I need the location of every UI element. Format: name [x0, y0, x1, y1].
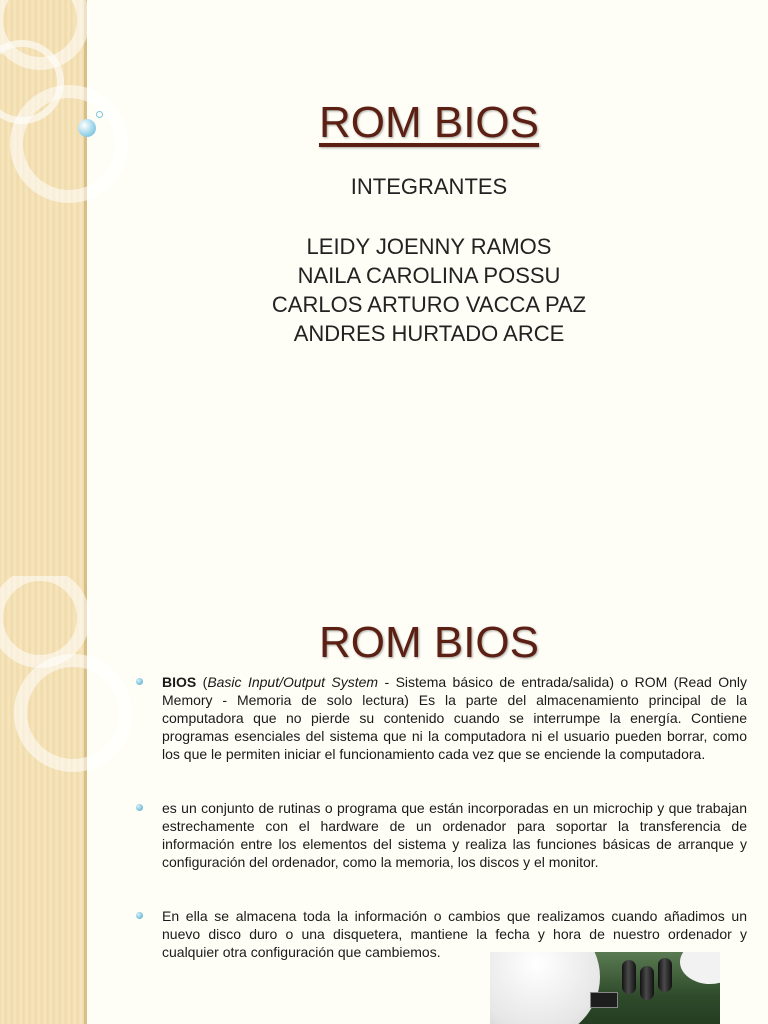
content-slide — [0, 576, 768, 1024]
bold-term: BIOS — [162, 674, 197, 690]
bullet-item — [130, 673, 747, 763]
slide-subtitle: INTEGRANTES — [350, 174, 508, 199]
paren-open: ( — [196, 674, 208, 690]
strip-edge — [84, 576, 87, 1024]
capacitor-shape — [622, 960, 636, 994]
slide-title: ROM BIOS — [318, 98, 540, 147]
italic-term: Basic Input/Output System — [207, 674, 379, 690]
bullet-icon — [136, 678, 143, 685]
bullet-text: En ella se almacena toda la información o cambios que realizamos cuando añadimos un nuevo disco duro o una disquetera, mantiene la fecha y hora de nuestro ordenador y cualquier otra configuración que cambiemos. — [162, 908, 747, 960]
bullet-text: es un conjunto de rutinas o programa que están incorporadas en un microchip y que trabajan estrechamente con el hardware de un ordenador para soportar la transferencia de información entre los elementos del sistema y realiza las funciones básicas de arranque y configuración del ordenador, como la memoria, los discos y el monitor. — [162, 800, 747, 870]
member-name: ANDRES HURTADO ARCE — [293, 321, 565, 346]
photo-bowl — [490, 952, 600, 1024]
bullet-icon — [136, 912, 143, 919]
members-list — [90, 232, 768, 348]
motherboard-photo — [490, 952, 720, 1024]
photo-highlight — [680, 952, 720, 984]
bullet-text: - Sistema básico de entrada/salida) o ROM (Read Only Memory - Memoria de solo lectura) Es la parte del almacenamiento principal de la computadora que no pierde su contenido cuando se interrumpe la energía. Contiene programas esenciales del sistema que ni la computadora ni el usuario pueden borrar, como los que le permiten iniciar el funcionamiento cada vez que se enciende la computadora. — [162, 674, 747, 762]
decorative-ring — [14, 654, 132, 772]
bullet-list — [130, 673, 747, 997]
bullet-icon — [136, 804, 143, 811]
member-name: CARLOS ARTURO VACCA PAZ — [271, 292, 587, 317]
member-name: LEIDY JOENNY RAMOS — [306, 234, 552, 259]
chip-shape — [590, 992, 618, 1008]
capacitor-shape — [658, 958, 672, 992]
slide-title: ROM BIOS — [318, 618, 540, 667]
capacitor-shape — [640, 966, 654, 1000]
bullet-item — [130, 799, 747, 871]
member-name: NAILA CAROLINA POSSU — [297, 263, 561, 288]
